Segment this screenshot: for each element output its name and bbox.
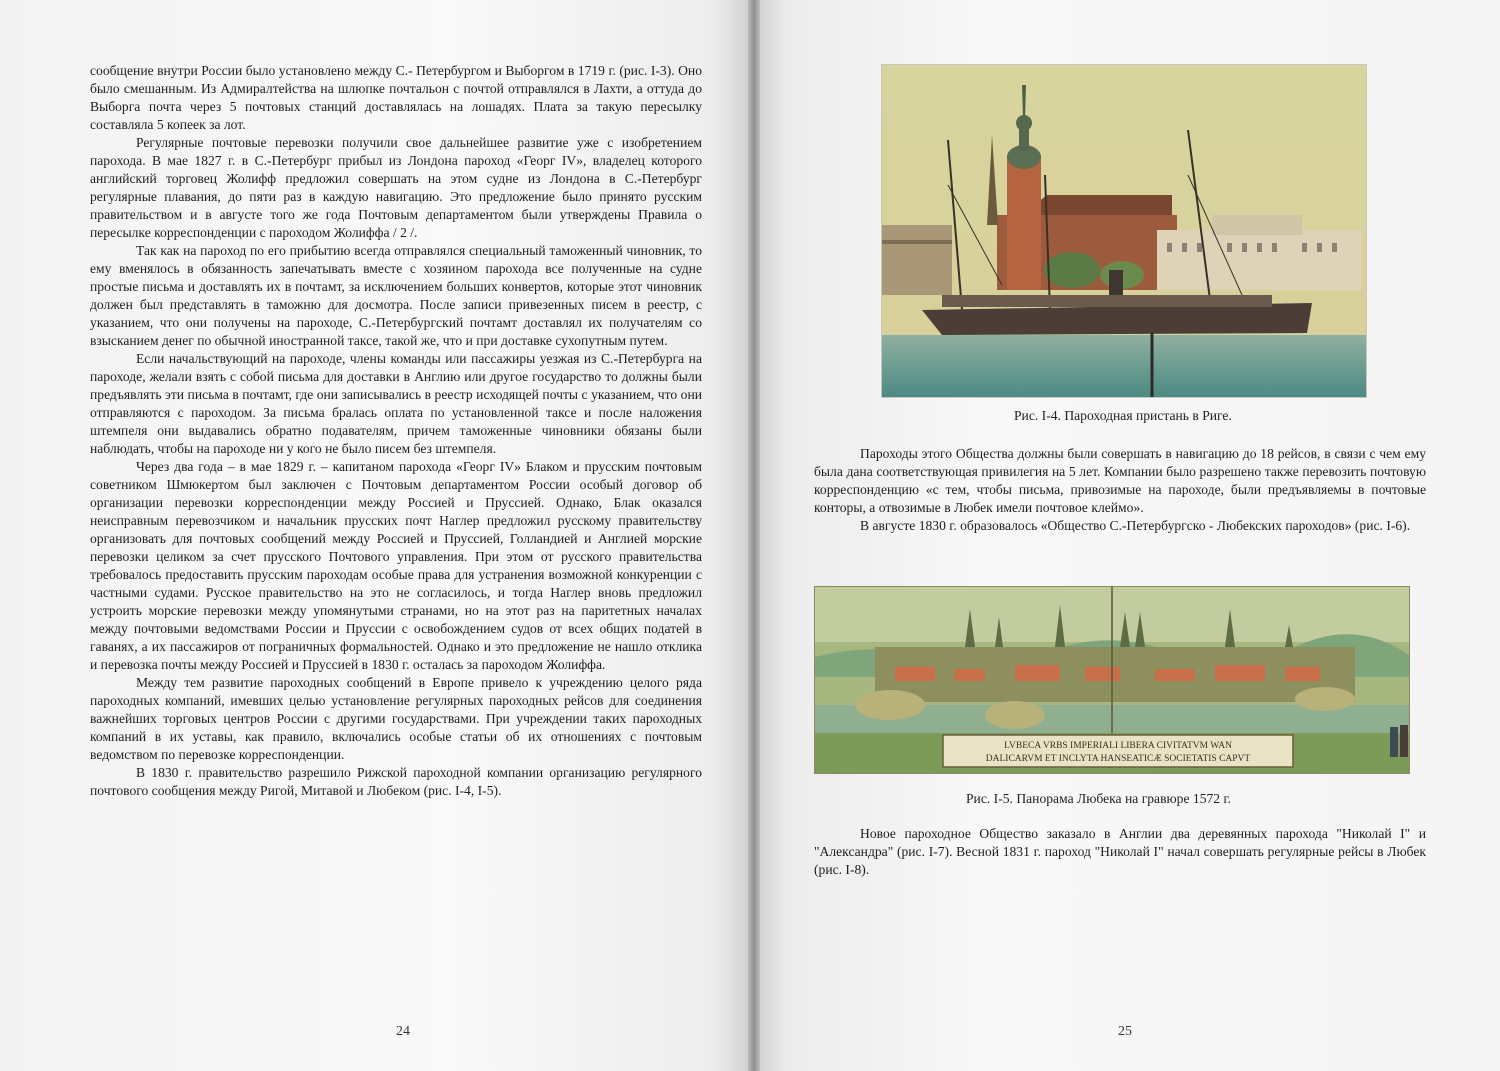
- paragraph: Если начальствующий на пароходе, члены команды или пассажиры уезжая из С.-Петербурга на пароходе, желали взять с собой письма для доставки в Англию или другое государство то должны были предъявлять эти письма в почтамт, где они записывались в реестр исходящей почты с указанием, что они отправляются с пароходом. За письма бралась оплата по установленной таксе и после наложения штемпеля они выдавались обратно подавателям, причем таможенные чиновники обязаны были наблюдать, чтобы на пароходе ни у кого не было писем без штемпеля.: [90, 351, 702, 456]
- banner-text-line2: DALICARVM ET INCLYTA HANSEATICÆ SOCIETATIS CAPVT: [985, 754, 1251, 764]
- riga-pier-illustration: [882, 65, 1366, 397]
- paragraph: Регулярные почтовые перевозки получили свое дальнейшее развитие уже с изобретением парохода. В мае 1827 г. в С.-Петербург прибыл из Лондона пароход «Георг IV», владелец которого английский торговец Жолифф предложил совершать на этом судне из Лондона в С.-Петербург регулярные плавания, до пяти раз в каждую навигацию. Это предложение было принято русским правительством и в августе того же года Почтовым департаментом были утверждены Правила о пересылке корреспонденции с пароходом Жолиффа / 2 /.: [90, 135, 702, 240]
- right-page-text-top: [814, 445, 1426, 535]
- paragraph: Пароходы этого Общества должны были совершать в навигацию до 18 рейсов, в связи с чем ему была дана соответствующая привилегия на 5 лет. Компании было разрешено также перевозить почтовую корреспонденцию «с тем, чтобы письма, привозимые на пароходе, были предъявляемы в почтовые конторы, а отвозимые в Любек имели почтовое клеймо».: [814, 446, 1426, 515]
- lubeck-panorama-engraving: [814, 586, 1410, 774]
- book-gutter: [748, 0, 760, 1071]
- paragraph: В 1830 г. правительство разрешило Рижской пароходной компании организацию регулярного почтового сообщения между Ригой, Митавой и Любеком (рис. I-4, I-5).: [90, 765, 702, 798]
- figure-caption: Рис. I-5. Панорама Любека на гравюре 1572 г.: [966, 791, 1231, 806]
- paragraph: В августе 1830 г. образовалось «Общество С.-Петербургско - Любекских пароходов» (рис. I-6).: [860, 518, 1411, 533]
- right-page-text-bottom: [814, 825, 1426, 879]
- left-page-text: [90, 62, 702, 800]
- paragraph: сообщение внутри России было установлено между С.- Петербургом и Выборгом в 1719 г. (рис. I-3). Оно было смешанным. Из Адмиралтейства на шлюпке почтальон с почтой отправлялся в Лахти, а оттуда до Выборга почта через 5 почтовых станций доставлялась на лошадях. Плата за такую пересылку составляла 5 копеек за лот.: [90, 63, 702, 132]
- page-number: 25: [1118, 1024, 1132, 1039]
- paragraph: Между тем развитие пароходных сообщений в Европе привело к учреждению целого ряда пароходных компаний, имевших целью установление регулярных пароходных рейсов для соединения важнейших торговых центров России с другими государствами. При учреждении таких пароходных компаний в их уставы, как правило, включались особые статьи об их отношениях с почтовым ведомством по перевозке корреспонденции.: [90, 675, 702, 762]
- right-page: [756, 0, 1500, 1071]
- paragraph: Так как на пароход по его прибытию всегда отправлялся специальный таможенный чиновник, то ему вменялось в обязанность запечатывать вместе с хозяином парохода все полученные на судне простые письма и доставлять их в почтамт, за исключением больших конвертов, которые этот чиновник должен был представлять в таможню для досмотра. После записи привезенных писем в реестр, с указанием, что они получены на пароходе, С.-Петербургский почтамт доставлял их получателям со взысканием денег по обычной иностранной таксе, такой же, что и при доставке сухопутным путем.: [90, 243, 702, 348]
- paragraph: Через два года – в мае 1829 г. – капитаном парохода «Георг IV» Блаком и прусским почтовым советником Шмюкертом был заключен с Почтовым департаментом России особый договор об организации перевозки корреспонденции между Россией и Пруссией. Однако, Блак оказался неисправным перевозчиком и начальник прусских почт Наглер предложил русскому правительству организовать для почтовых сообщений между Россией и Пруссией, Голландией и Англией морские перевозки целиком за счет прусского Почтового управления. При этом от русского правительства требовалось предоставить прусским пароходам особые права для устранения возможной конкуренции с частными судами. Русское правительство на это не согласилось, и тогда Наглер вновь предложил устроить морские перевозки между упомянутыми странами, но на этот раз на паритетных началах между почтовыми ведомствами России и Пруссии с освобождением судов от всех общих податей в гаванях, а их пассажиров от пограничных формальностей. Однако и это предложение не нашло отклика и перевозка почты между Россией и Пруссией в 1830 г. осталась за пароходом Жолиффа.: [90, 459, 702, 672]
- figure-caption: Рис. I-4. Пароходная пристань в Риге.: [1014, 408, 1232, 423]
- riga-pier-photo: [881, 64, 1367, 398]
- page-number: 24: [396, 1024, 410, 1039]
- lubeck-panorama-illustration: [815, 587, 1409, 773]
- banner-text-line1: LVBECA VRBS IMPERIALI LIBERA CIVITATVM WAN: [1004, 741, 1232, 751]
- paragraph: Новое пароходное Общество заказало в Англии два деревянных парохода "Николай I" и "Александра" (рис. I-7). Весной 1831 г. пароход "Николай I" начал совершать регулярные рейсы в Любек (рис. I-8).: [814, 826, 1426, 877]
